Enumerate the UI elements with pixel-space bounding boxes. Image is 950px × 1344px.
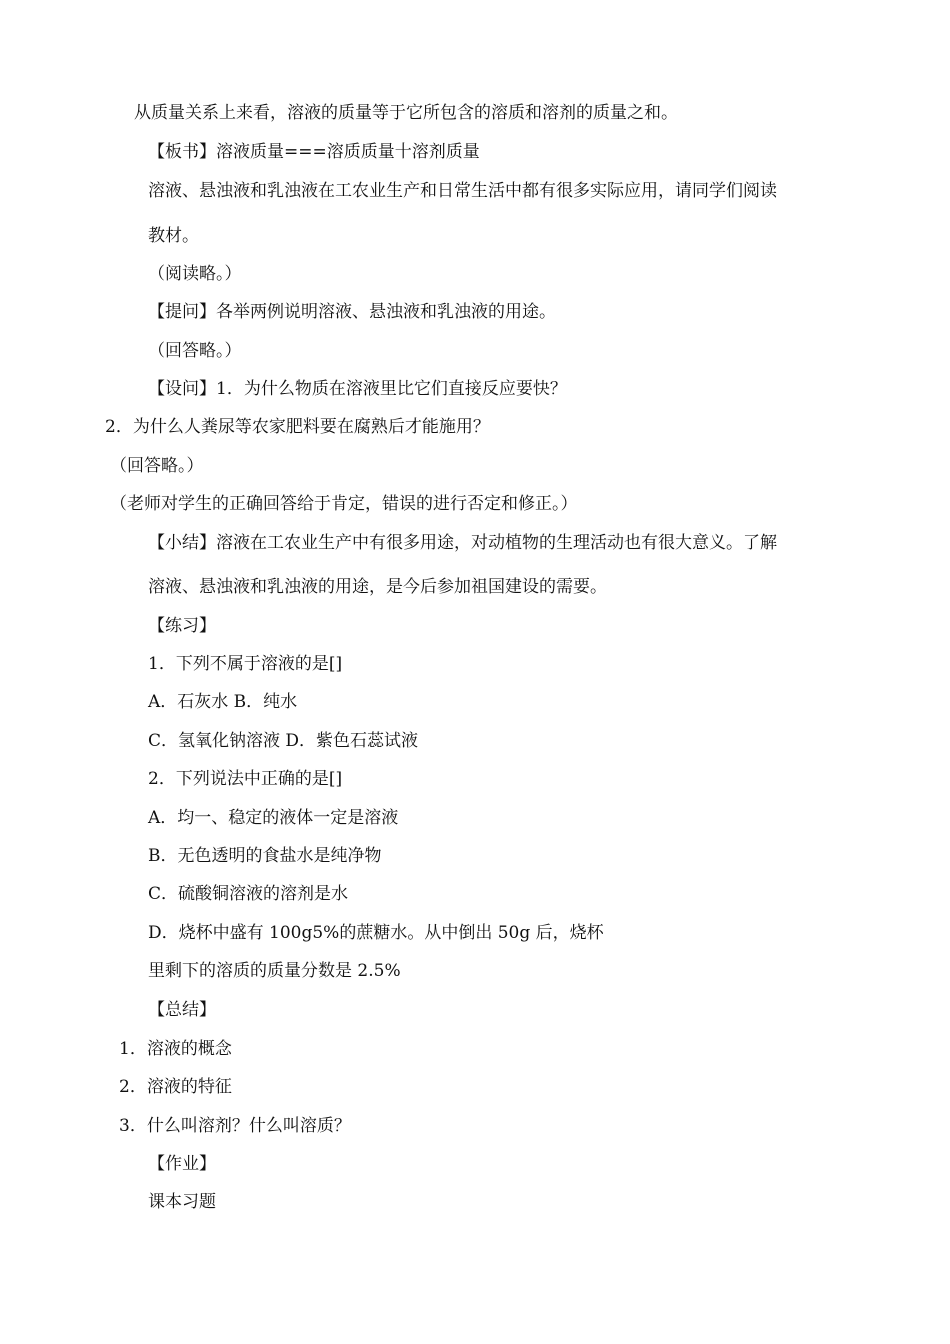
exercise-q1-options-cd: C．氢氧化钠溶液 D．紫色石蕊试液 bbox=[148, 731, 419, 751]
exercise-q2-option-c: C．硫酸铜溶液的溶剂是水 bbox=[148, 884, 349, 904]
blackboard-note: 【板书】溶液质量===溶质质量十溶剂质量 bbox=[148, 142, 480, 162]
exercise-q2-option-b: B．无色透明的食盐水是纯净物 bbox=[148, 846, 382, 866]
exercise-q1: 1．下列不属于溶液的是[] bbox=[148, 654, 343, 674]
conclusion-heading: 【总结】 bbox=[148, 1000, 216, 1020]
conclusion-item-1: 1．溶液的概念 bbox=[119, 1039, 232, 1059]
exercise-q1-options-ab: A．石灰水 B．纯水 bbox=[148, 692, 298, 712]
setup-question-1: 【设问】1．为什么物质在溶液里比它们直接反应要快？ bbox=[148, 379, 567, 399]
homework-heading: 【作业】 bbox=[148, 1154, 216, 1174]
answer-note-2: （回答略。） bbox=[110, 456, 204, 476]
conclusion-item-2: 2．溶液的特征 bbox=[119, 1077, 232, 1097]
summary-paragraph-cont: 溶液、悬浊液和乳浊液的用途，是今后参加祖国建设的需要。 bbox=[148, 577, 607, 597]
exercise-q2-option-d-cont: 里剩下的溶质的质量分数是 2.5% bbox=[148, 961, 401, 981]
answer-note-1: （回答略。） bbox=[148, 341, 242, 361]
exercise-q2: 2．下列说法中正确的是[] bbox=[148, 769, 343, 789]
paragraph-applications-cont: 教材。 bbox=[148, 226, 199, 246]
reading-note: （阅读略。） bbox=[148, 264, 242, 284]
question-uses: 【提问】各举两例说明溶液、悬浊液和乳浊液的用途。 bbox=[148, 302, 556, 322]
exercise-q2-option-a: A．均一、稳定的液体一定是溶液 bbox=[148, 808, 399, 828]
teacher-note: （老师对学生的正确回答给于肯定，错误的进行否定和修正。） bbox=[110, 494, 578, 514]
homework-content: 课本习题 bbox=[148, 1192, 216, 1212]
summary-paragraph: 【小结】溶液在工农业生产中有很多用途，对动植物的生理活动也有很大意义。了解 bbox=[148, 533, 777, 553]
exercise-q2-option-d: D．烧杯中盛有 100g5%的蔗糖水。从中倒出 50g 后，烧杯 bbox=[148, 923, 604, 943]
paragraph-applications: 溶液、悬浊液和乳浊液在工农业生产和日常生活中都有很多实际应用，请同学们阅读 bbox=[148, 181, 777, 201]
conclusion-item-3: 3．什么叫溶剂？什么叫溶质？ bbox=[119, 1116, 351, 1136]
paragraph-mass-relation: 从质量关系上来看，溶液的质量等于它所包含的溶质和溶剂的质量之和。 bbox=[134, 103, 678, 123]
exercise-heading: 【练习】 bbox=[148, 616, 216, 636]
setup-question-2: 2．为什么人粪尿等农家肥料要在腐熟后才能施用？ bbox=[105, 417, 490, 437]
